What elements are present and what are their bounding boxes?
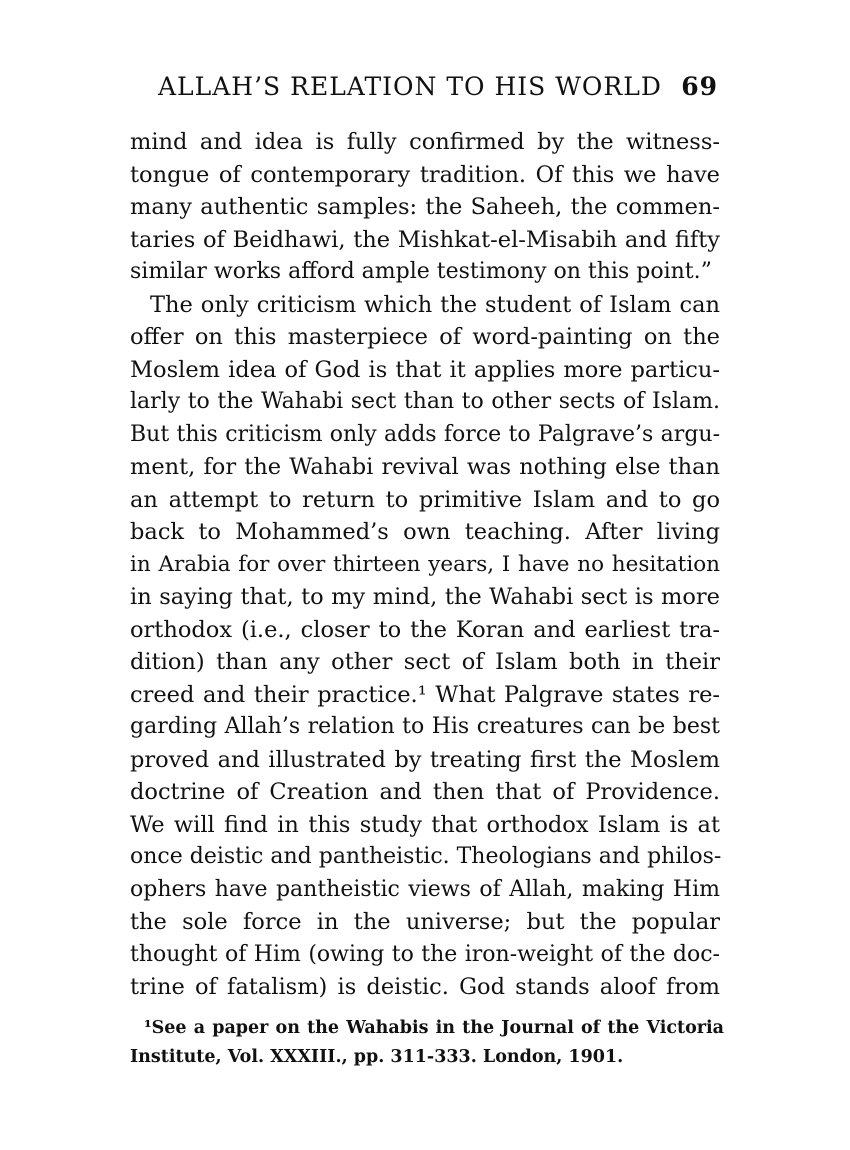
text-line: in saying that, to my mind, the Wahabi sect is more <box>130 584 720 610</box>
text-line: larly to the Wahabi sect than to other sects of Islam. <box>130 389 720 414</box>
text-line: proved and illustrated by treating first the Moslem <box>130 746 720 773</box>
text-line: ophers have pantheistic views of Allah, making Him <box>130 876 720 902</box>
text-line: offer on this masterpiece of word-painting on the <box>130 324 720 350</box>
text-line: We will find in this study that orthodox Islam is at <box>130 811 720 838</box>
text-line: an attempt to return to primitive Islam and to go <box>130 486 720 513</box>
text-line: But this criticism only adds force to Palgrave’s argu- <box>130 421 720 447</box>
text-line: dition) than any other sect of Islam both in their <box>130 649 720 675</box>
text-line: in Arabia for over thirteen years, I have no hesitation <box>130 551 720 577</box>
text-line: back to Mohammed’s own teaching. After living <box>130 519 720 545</box>
text-line: the sole force in the universe; but the popular <box>130 909 720 935</box>
page-header <box>158 72 718 108</box>
text-line: taries of Beidhawi, the Mishkat-el-Misabih and fifty <box>130 226 720 253</box>
text-line: The only criticism which the student of Islam can <box>150 291 720 318</box>
text-line: thought of Him (owing to the iron-weight of the doc- <box>130 941 720 967</box>
text-line: orthodox (i.e., closer to the Koran and earliest tra- <box>130 616 720 643</box>
text-line: once deistic and pantheistic. Theologians and philos- <box>130 844 722 869</box>
page-number: 69 <box>681 72 718 101</box>
footnote <box>130 1014 724 1072</box>
text-line: creed and their practice.¹ What Palgrave states re- <box>130 681 720 708</box>
text-line: mind and idea is fully confirmed by the witness- <box>130 129 720 155</box>
text-line: doctrine of Creation and then that of Providence. <box>130 779 720 805</box>
text-line: garding Allah’s relation to His creatures can be best <box>130 714 720 739</box>
footnote-line: Institute, Vol. XXXIII., pp. 311-333. London, 1901. <box>130 1047 624 1067</box>
text-line: similar works afford ample testimony on this point.” <box>130 259 712 284</box>
running-title: ALLAH’S RELATION TO HIS WORLD <box>158 72 662 101</box>
body-text <box>130 126 720 1004</box>
footnote-line: ¹See a paper on the Wahabis in the Journal of the Victoria <box>144 1018 724 1038</box>
text-line: Moslem idea of God is that it applies more particu- <box>130 356 720 383</box>
text-line: many authentic samples: the Saheeh, the commen- <box>130 194 720 220</box>
text-line: tongue of contemporary tradition. Of this we have <box>130 161 720 188</box>
text-line: trine of fatalism) is deistic. God stands aloof from <box>130 974 720 1000</box>
text-line: ment, for the Wahabi revival was nothing else than <box>130 454 720 480</box>
